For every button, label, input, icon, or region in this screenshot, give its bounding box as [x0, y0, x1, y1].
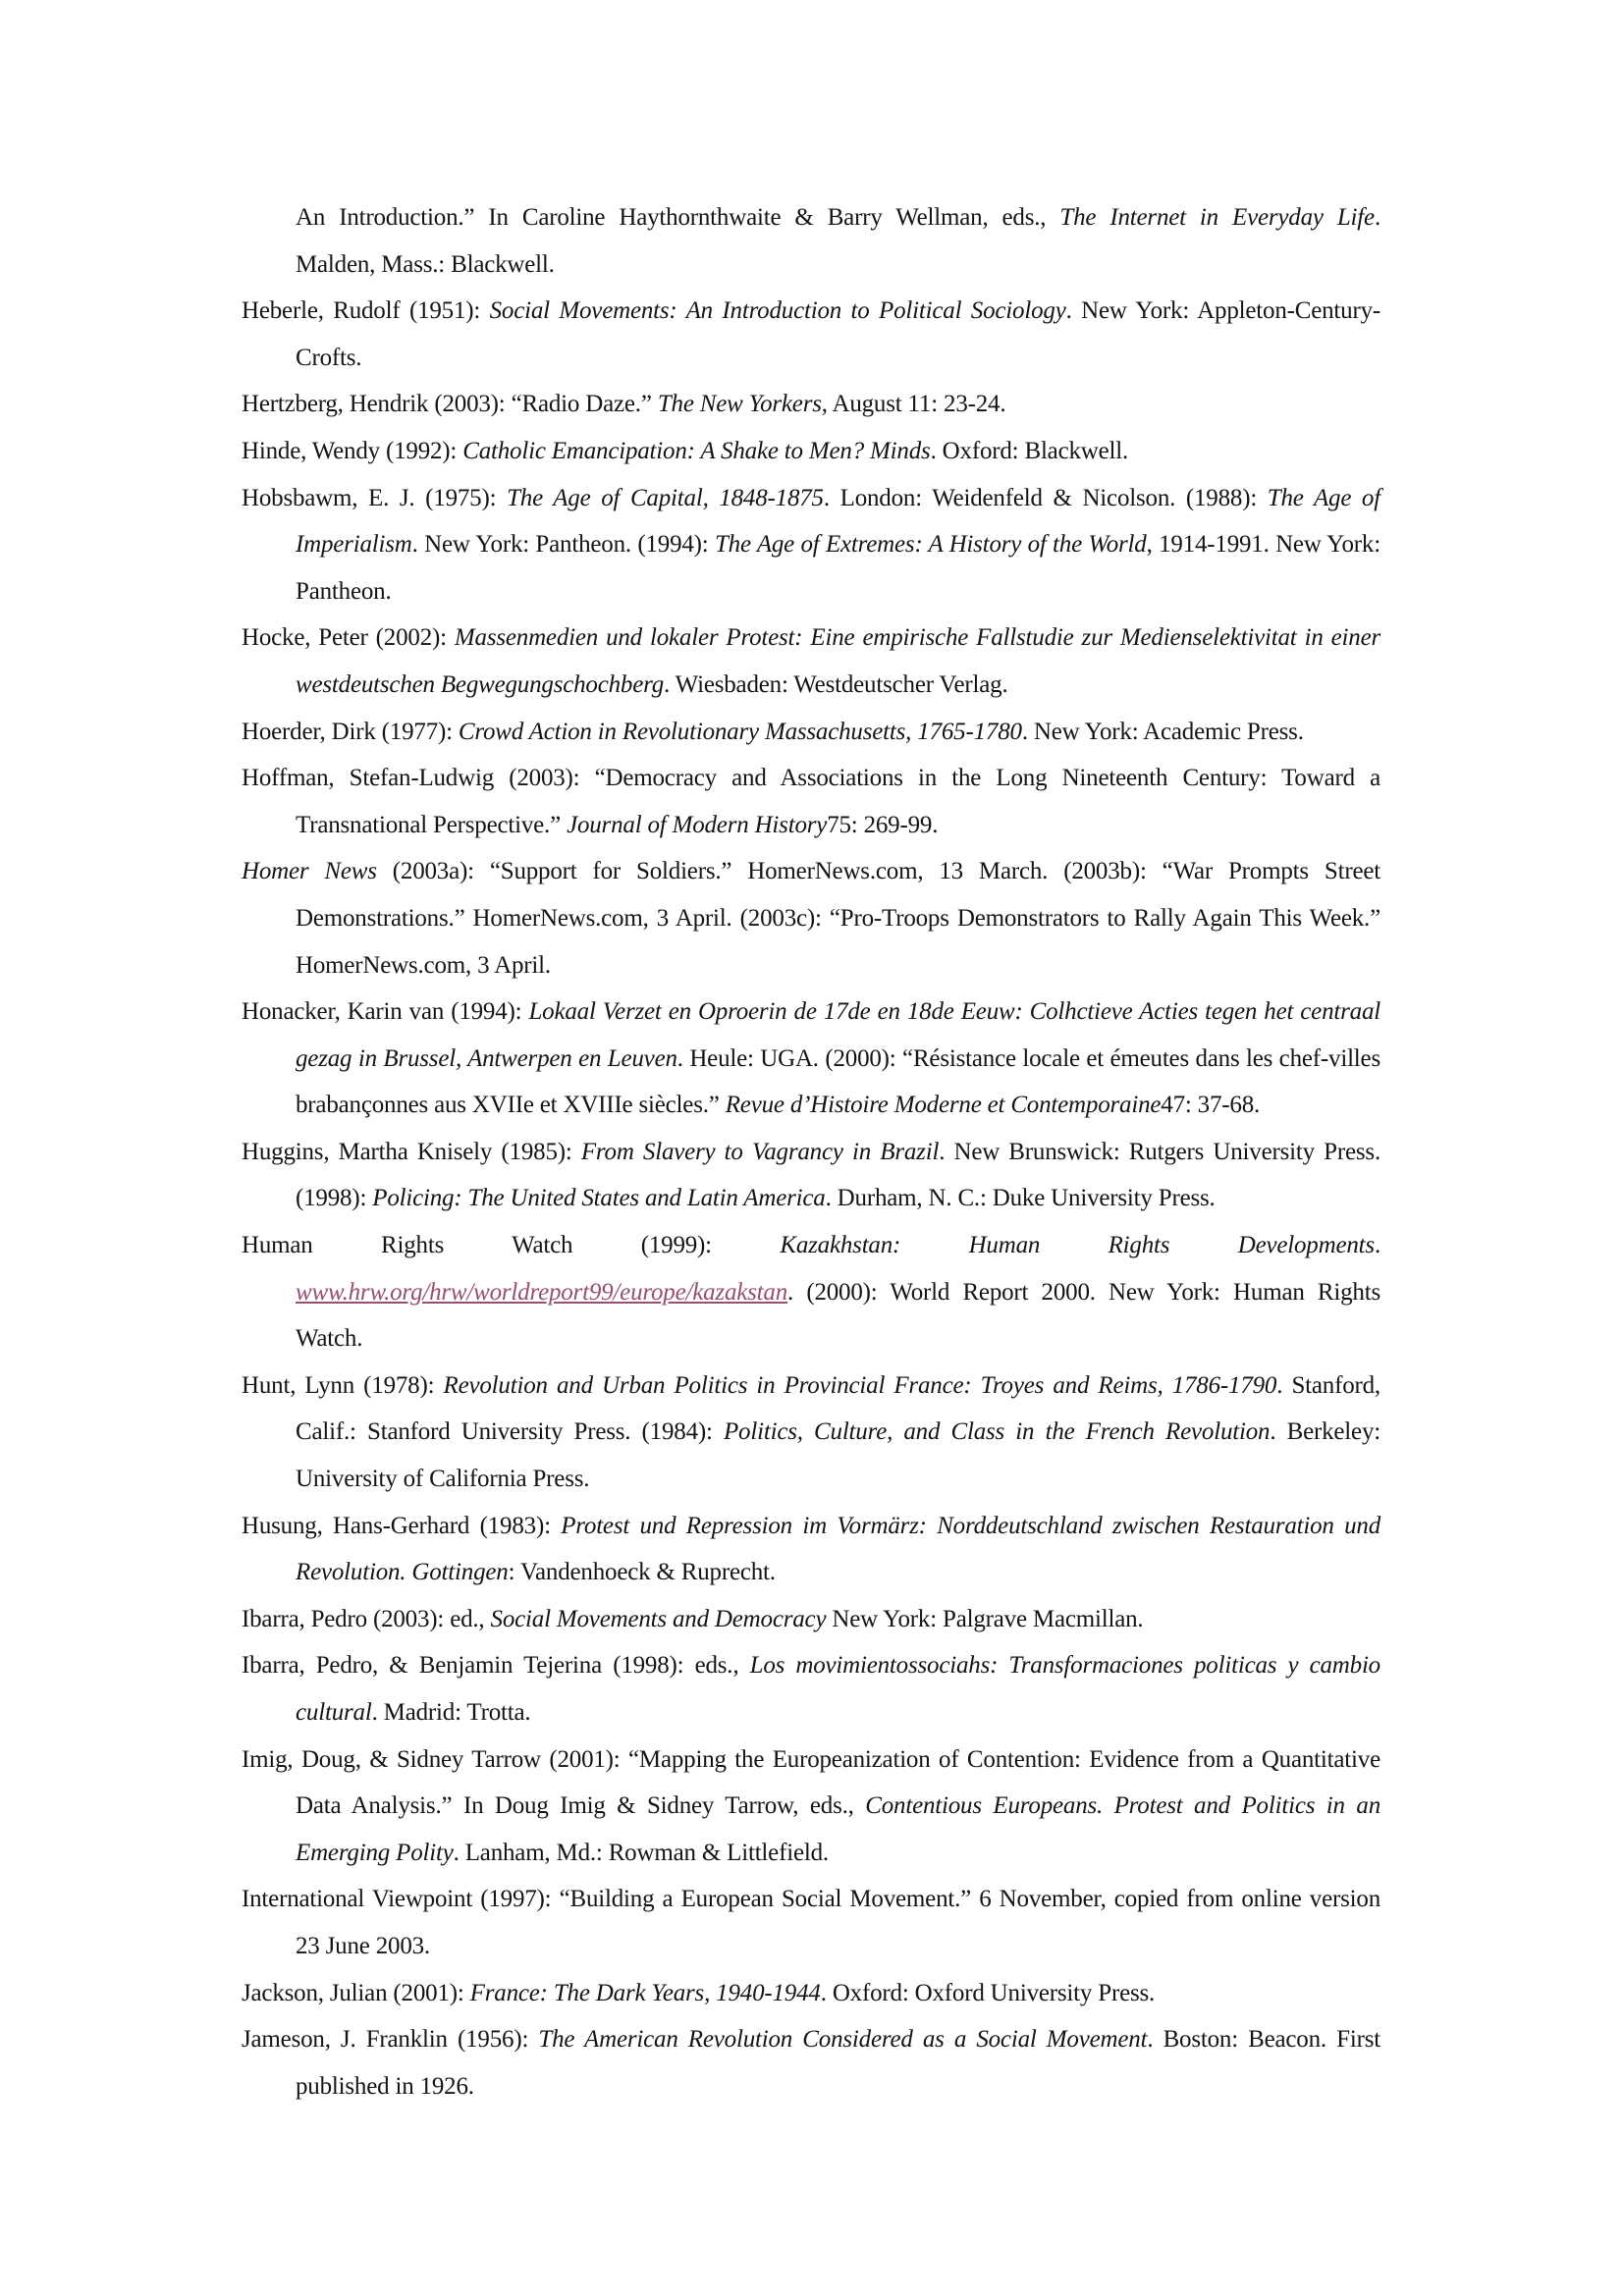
text-segment: Data Analysis.” In Doug Imig & Sidney Tarrow, eds.,	[296, 1792, 866, 1820]
text-segment: . New Brunswick: Rutgers University Press.	[939, 1138, 1380, 1165]
reference-entry	[242, 709, 1380, 756]
reference-entry	[242, 1970, 1380, 2017]
hyperlink-url[interactable]: www.hrw.org/hrw/worldreport99/europe/kazakstan	[296, 1278, 788, 1306]
reference-entry	[242, 1503, 1380, 1596]
text-segment: Demonstrations.” HomerNews.com, 3 April. (2003c): “Pro-Troops Demonstrators to Rally Again This Week.”	[296, 904, 1380, 932]
reference-line	[242, 988, 1380, 1036]
reference-line	[242, 428, 1380, 475]
text-segment: Pantheon.	[296, 577, 392, 605]
italic-title-segment: gezag in Brussel, Antwerpen en Leuven	[296, 1044, 677, 1072]
text-segment: . Lanham, Md.: Rowman & Littlefield.	[453, 1839, 829, 1866]
reference-entry	[242, 988, 1380, 1129]
text-segment: .	[1374, 204, 1381, 231]
italic-title-segment: The Age of	[1267, 484, 1380, 511]
reference-line	[242, 1036, 1380, 1083]
references-list	[242, 194, 1380, 2109]
reference-entry	[242, 288, 1380, 381]
reference-entry	[242, 1596, 1380, 1643]
italic-title-segment: Politics, Culture, and Class in the French Revolution	[723, 1418, 1271, 1446]
italic-title-segment: Journal of Modern History	[567, 811, 828, 838]
text-segment: Crofts.	[296, 344, 362, 371]
text-segment: . Heule: UGA. (2000): “Résistance locale et émeutes dans les chef-villes	[676, 1044, 1380, 1072]
italic-title-segment: The Age of Capital, 1848-1875	[507, 484, 824, 511]
text-segment: Imig, Doug, & Sidney Tarrow (2001): “Mapping the Europeanization of Contention: Evidence from a Quantitative	[242, 1745, 1380, 1773]
text-segment: University of California Press.	[296, 1466, 590, 1493]
reference-line	[242, 335, 1380, 382]
text-segment: Malden, Mass.: Blackwell.	[296, 250, 555, 278]
text-segment: 75: 269-99.	[827, 811, 939, 838]
reference-line	[242, 1362, 1380, 1410]
text-segment: . Durham, N. C.: Duke University Press.	[825, 1185, 1216, 1212]
reference-line	[242, 288, 1380, 335]
text-segment: 23 June 2003.	[296, 1932, 430, 1959]
text-segment: 47: 37-68.	[1161, 1092, 1261, 1119]
text-segment: , August 11: 23-24.	[821, 391, 1006, 418]
reference-entry	[242, 755, 1380, 848]
text-segment: . Boston: Beacon. First	[1147, 2026, 1380, 2054]
text-segment: . New York: Pantheon. (1994):	[411, 531, 715, 559]
text-segment: (2003a): “Support for Soldiers.” HomerNews.com, 13 March. (2003b): “War Prompts Street	[376, 858, 1381, 885]
text-segment: An Introduction.” In Caroline Haythornthwaite & Barry Wellman, eds.,	[296, 204, 1060, 231]
reference-line	[242, 1269, 1380, 1316]
reference-line	[242, 848, 1380, 895]
text-segment: Ibarra, Pedro, & Benjamin Tejerina (1998): eds.,	[242, 1652, 750, 1680]
italic-title-segment: Imperialism	[296, 531, 412, 559]
reference-line	[242, 1642, 1380, 1689]
italic-title-segment: Revolution. Gottingen	[296, 1559, 509, 1586]
reference-line	[242, 662, 1380, 709]
text-segment: .	[1374, 1232, 1380, 1259]
italic-title-segment: France: The Dark Years, 1940-1944	[469, 1979, 821, 2006]
reference-line	[242, 895, 1380, 942]
reference-entry	[242, 1222, 1380, 1362]
reference-entry	[242, 848, 1380, 988]
text-segment: Watch.	[296, 1325, 363, 1353]
text-segment: . Wiesbaden: Westdeutscher Verlag.	[664, 670, 1008, 698]
italic-title-segment: Protest und Repression im Vormärz: Norddeutschland zwischen Restauration und	[561, 1512, 1381, 1539]
reference-line	[242, 1970, 1380, 2017]
reference-line	[242, 709, 1380, 756]
reference-entry	[242, 428, 1380, 475]
reference-line	[242, 614, 1380, 662]
text-segment: . Stanford,	[1276, 1371, 1380, 1399]
italic-title-segment: Revolution and Urban Politics in Provincial France: Troyes and Reims, 1786-1790	[443, 1371, 1277, 1399]
reference-line	[242, 755, 1380, 802]
text-segment: . New York: Academic Press.	[1021, 718, 1304, 745]
text-segment: , 1914-1991. New York:	[1146, 531, 1380, 559]
text-segment: Jameson, J. Franklin (1956):	[242, 2026, 539, 2054]
reference-line	[242, 521, 1380, 568]
italic-title-segment: The Internet in Everyday Life	[1059, 204, 1375, 231]
italic-title-segment: Contentious Europeans. Protest and Politics in an	[865, 1792, 1380, 1820]
italic-title-segment: Emerging Polity	[296, 1839, 454, 1866]
text-segment: Ibarra, Pedro (2003): ed.,	[242, 1605, 491, 1632]
reference-line	[242, 1689, 1380, 1736]
reference-entry	[242, 1736, 1380, 1877]
italic-title-segment: Crowd Action in Revolutionary Massachusetts, 1765-1780	[458, 718, 1022, 745]
text-segment: published in 1926.	[296, 2072, 474, 2100]
text-segment: . (2000): World Report 2000. New York: Human Rights	[787, 1278, 1380, 1306]
text-segment: . Oxford: Blackwell.	[930, 437, 1129, 464]
reference-line	[242, 1456, 1380, 1503]
text-segment: Hocke, Peter (2002):	[242, 624, 455, 652]
text-segment: New York: Palgrave Macmillan.	[826, 1605, 1144, 1632]
reference-entry	[242, 194, 1380, 288]
reference-line	[242, 1315, 1380, 1362]
reference-entry	[242, 1642, 1380, 1735]
reference-entry	[242, 381, 1380, 428]
text-segment: Hoerder, Dirk (1977):	[242, 718, 459, 745]
text-segment: Husung, Hans-Gerhard (1983):	[242, 1512, 562, 1539]
reference-line	[242, 942, 1380, 989]
text-segment: Human Rights Watch (1999):	[242, 1232, 781, 1259]
reference-line	[242, 1736, 1380, 1784]
italic-title-segment: Homer News	[242, 858, 377, 885]
reference-line	[242, 2016, 1380, 2063]
italic-title-segment: The Age of Extremes: A History of the World	[714, 531, 1147, 559]
text-segment: Hobsbawm, E. J. (1975):	[242, 484, 508, 511]
italic-title-segment: Policing: The United States and Latin America	[372, 1185, 826, 1212]
reference-line	[242, 1129, 1380, 1176]
text-segment: Hunt, Lynn (1978):	[242, 1371, 444, 1399]
reference-line	[242, 1923, 1380, 1970]
text-segment: Jackson, Julian (2001):	[242, 1979, 470, 2006]
reference-line	[242, 1876, 1380, 1923]
text-segment: Calif.: Stanford University Press. (1984):	[296, 1418, 724, 1446]
italic-title-segment: Lokaal Verzet en Oproerin de 17de en 18de Eeuw: Colhctieve Acties tegen het centraal	[528, 998, 1380, 1026]
reference-line	[242, 194, 1380, 241]
text-segment: Hertzberg, Hendrik (2003): “Radio Daze.”	[242, 391, 658, 418]
italic-title-segment: Massenmedien und lokaler Protest: Eine empirische Fallstudie zur Medienselektivitat in einer	[454, 624, 1380, 652]
reference-line	[242, 1503, 1380, 1550]
text-segment: Hoffman, Stefan-Ludwig (2003): “Democracy and Associations in the Long Nineteenth Century: Toward a	[242, 765, 1380, 792]
reference-line	[242, 802, 1380, 849]
text-segment: . Oxford: Oxford University Press.	[820, 1979, 1156, 2006]
text-segment: Huggins, Martha Knisely (1985):	[242, 1138, 581, 1165]
reference-line	[242, 1409, 1380, 1456]
reference-line	[242, 568, 1380, 615]
reference-entry	[242, 2016, 1380, 2109]
reference-entry	[242, 1362, 1380, 1503]
italic-title-segment: From Slavery to Vagrancy in Brazil	[580, 1138, 940, 1165]
text-segment: . New York: Appleton-Century-	[1065, 297, 1381, 325]
text-segment: (1998):	[296, 1185, 373, 1212]
text-segment: International Viewpoint (1997): “Building a European Social Movement.” 6 November, copied from online version	[242, 1886, 1380, 1913]
reference-line	[242, 241, 1380, 289]
italic-title-segment: Kazakhstan: Human Rights Developments	[780, 1232, 1375, 1259]
italic-title-segment: The New Yorkers	[657, 391, 822, 418]
text-segment: : Vandenhoeck & Ruprecht.	[508, 1559, 776, 1586]
reference-line	[242, 1175, 1380, 1222]
reference-entry	[242, 614, 1380, 708]
reference-line	[242, 1830, 1380, 1877]
text-segment: HomerNews.com, 3 April.	[296, 951, 551, 979]
text-segment: Heberle, Rudolf (1951):	[242, 297, 490, 325]
reference-line	[242, 475, 1380, 522]
italic-title-segment: The American Revolution Considered as a Social Movement	[538, 2026, 1148, 2054]
reference-entry	[242, 1876, 1380, 1969]
italic-title-segment: Social Movements and Democracy	[490, 1605, 827, 1632]
text-segment: . London: Weidenfeld & Nicolson. (1988):	[823, 484, 1268, 511]
italic-title-segment: Revue d’Histoire Moderne et Contemporaine	[725, 1092, 1162, 1119]
reference-line	[242, 2063, 1380, 2110]
text-segment: . Madrid: Trotta.	[371, 1699, 531, 1726]
reference-line	[242, 1783, 1380, 1830]
text-segment: Transnational Perspective.”	[296, 811, 568, 838]
italic-title-segment: cultural	[296, 1699, 372, 1726]
reference-entry	[242, 475, 1380, 615]
reference-line	[242, 381, 1380, 428]
text-segment: . Berkeley:	[1270, 1418, 1380, 1446]
italic-title-segment: Social Movements: An Introduction to Political Sociology	[489, 297, 1066, 325]
reference-line	[242, 1082, 1380, 1129]
reference-line	[242, 1549, 1380, 1596]
text-segment: brabançonnes aus XVIIe et XVIIIe siècles.”	[296, 1092, 726, 1119]
reference-line	[242, 1596, 1380, 1643]
italic-title-segment: westdeutschen Begwegungschochberg	[296, 670, 665, 698]
italic-title-segment: Los movimientossociahs: Transformaciones politicas y cambio	[749, 1652, 1380, 1680]
text-segment: Hinde, Wendy (1992):	[242, 437, 463, 464]
italic-title-segment: Catholic Emancipation: A Shake to Men? Minds	[462, 437, 931, 464]
text-segment: Honacker, Karin van (1994):	[242, 998, 529, 1026]
reference-entry	[242, 1129, 1380, 1222]
reference-line	[242, 1222, 1380, 1269]
